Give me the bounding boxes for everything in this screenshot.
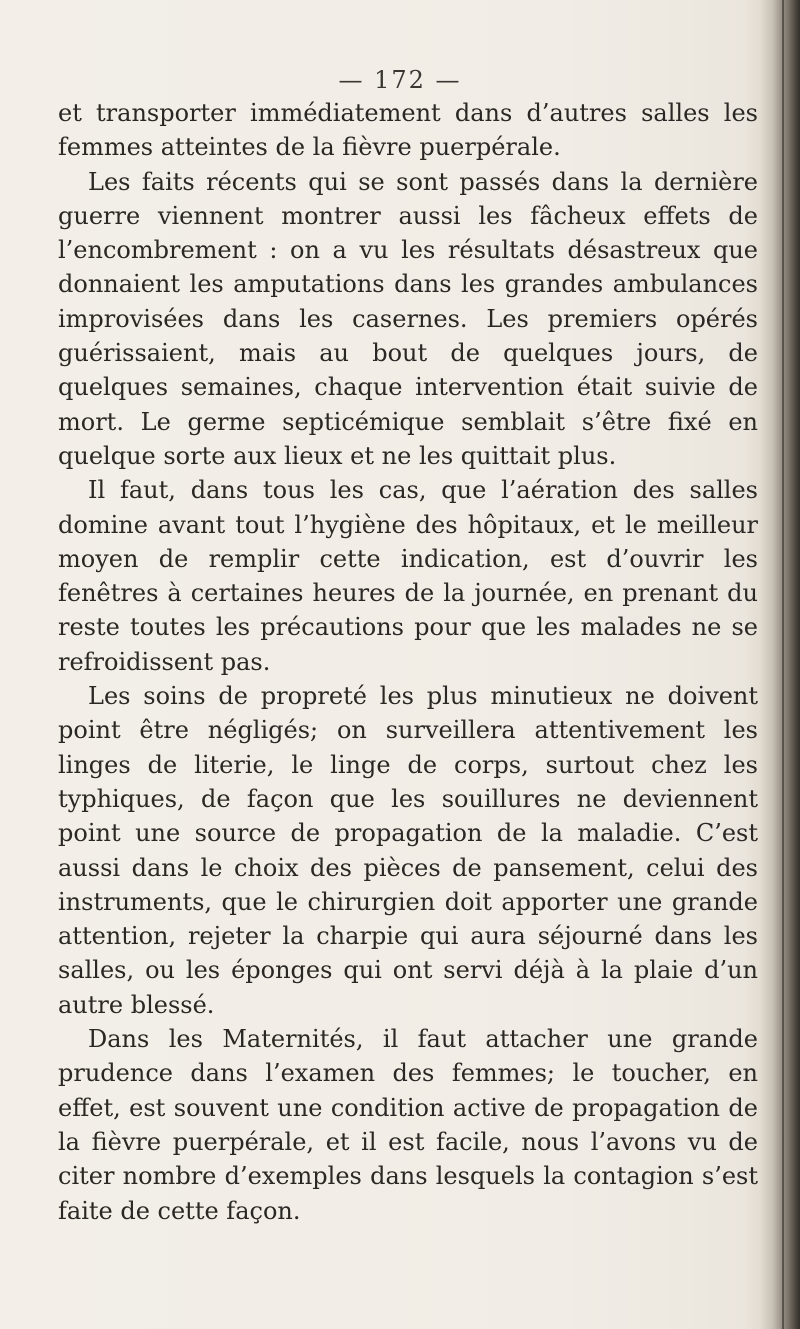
paragraph-2: Les faits récents qui se sont passés dans la dernière guerre viennent montrer aussi les fâcheux effets de l’encombrement : on a vu les résultats désastreux que donnaient les amputations dans les grandes ambulances improvisées dans les casernes. Les premiers opérés guérissaient, mais au bout de quelques jours, de quelques semaines, chaque intervention était suivie de mort. Le germe septicémique semblait s’être fixé en quelque sorte aux lieux et ne les quittait plus. — [58, 167, 758, 470]
paragraph-1: et transporter immédiatement dans d’autres salles les femmes atteintes de la fièvre puerpérale. — [58, 99, 758, 162]
book-binding-shadow — [760, 0, 800, 1329]
paragraph-4: Les soins de propreté les plus minutieux ne doivent point être négligés; on surveillera attentivement les linges de literie, le linge de corps, surtout chez les typhiques, de façon que les souillures ne deviennent point une source de propagation de la maladie. C’est aussi dans le choix des pièces de pansement, celui des instruments, que le chirurgien doit apporter une grande attention, rejeter la charpie qui aura séjourné dans les salles, ou les éponges qui ont servi déjà à la plaie d’un autre blessé. — [58, 682, 758, 1019]
page-number: — 172 — — [338, 66, 462, 94]
paragraph-5: Dans les Maternités, il faut attacher une grande prudence dans l’examen des femmes; le toucher, en effet, est souvent une condition active de propagation de la fièvre puerpérale, et il est facile, nous l’avons vu de citer nombre d’exemples dans lesquels la contagion s’est faite de cette façon. — [58, 1025, 758, 1225]
paragraph-3: Il faut, dans tous les cas, que l’aération des salles domine avant tout l’hygiène des hôpitaux, et le meilleur moyen de remplir cette indication, est d’ouvrir les fenêtres à certaines heures de la journée, en prenant du reste toutes les précautions pour que les malades ne se refroidissent pas. — [58, 476, 758, 676]
binding-edge-line — [782, 0, 784, 1329]
body-text — [58, 96, 758, 1228]
